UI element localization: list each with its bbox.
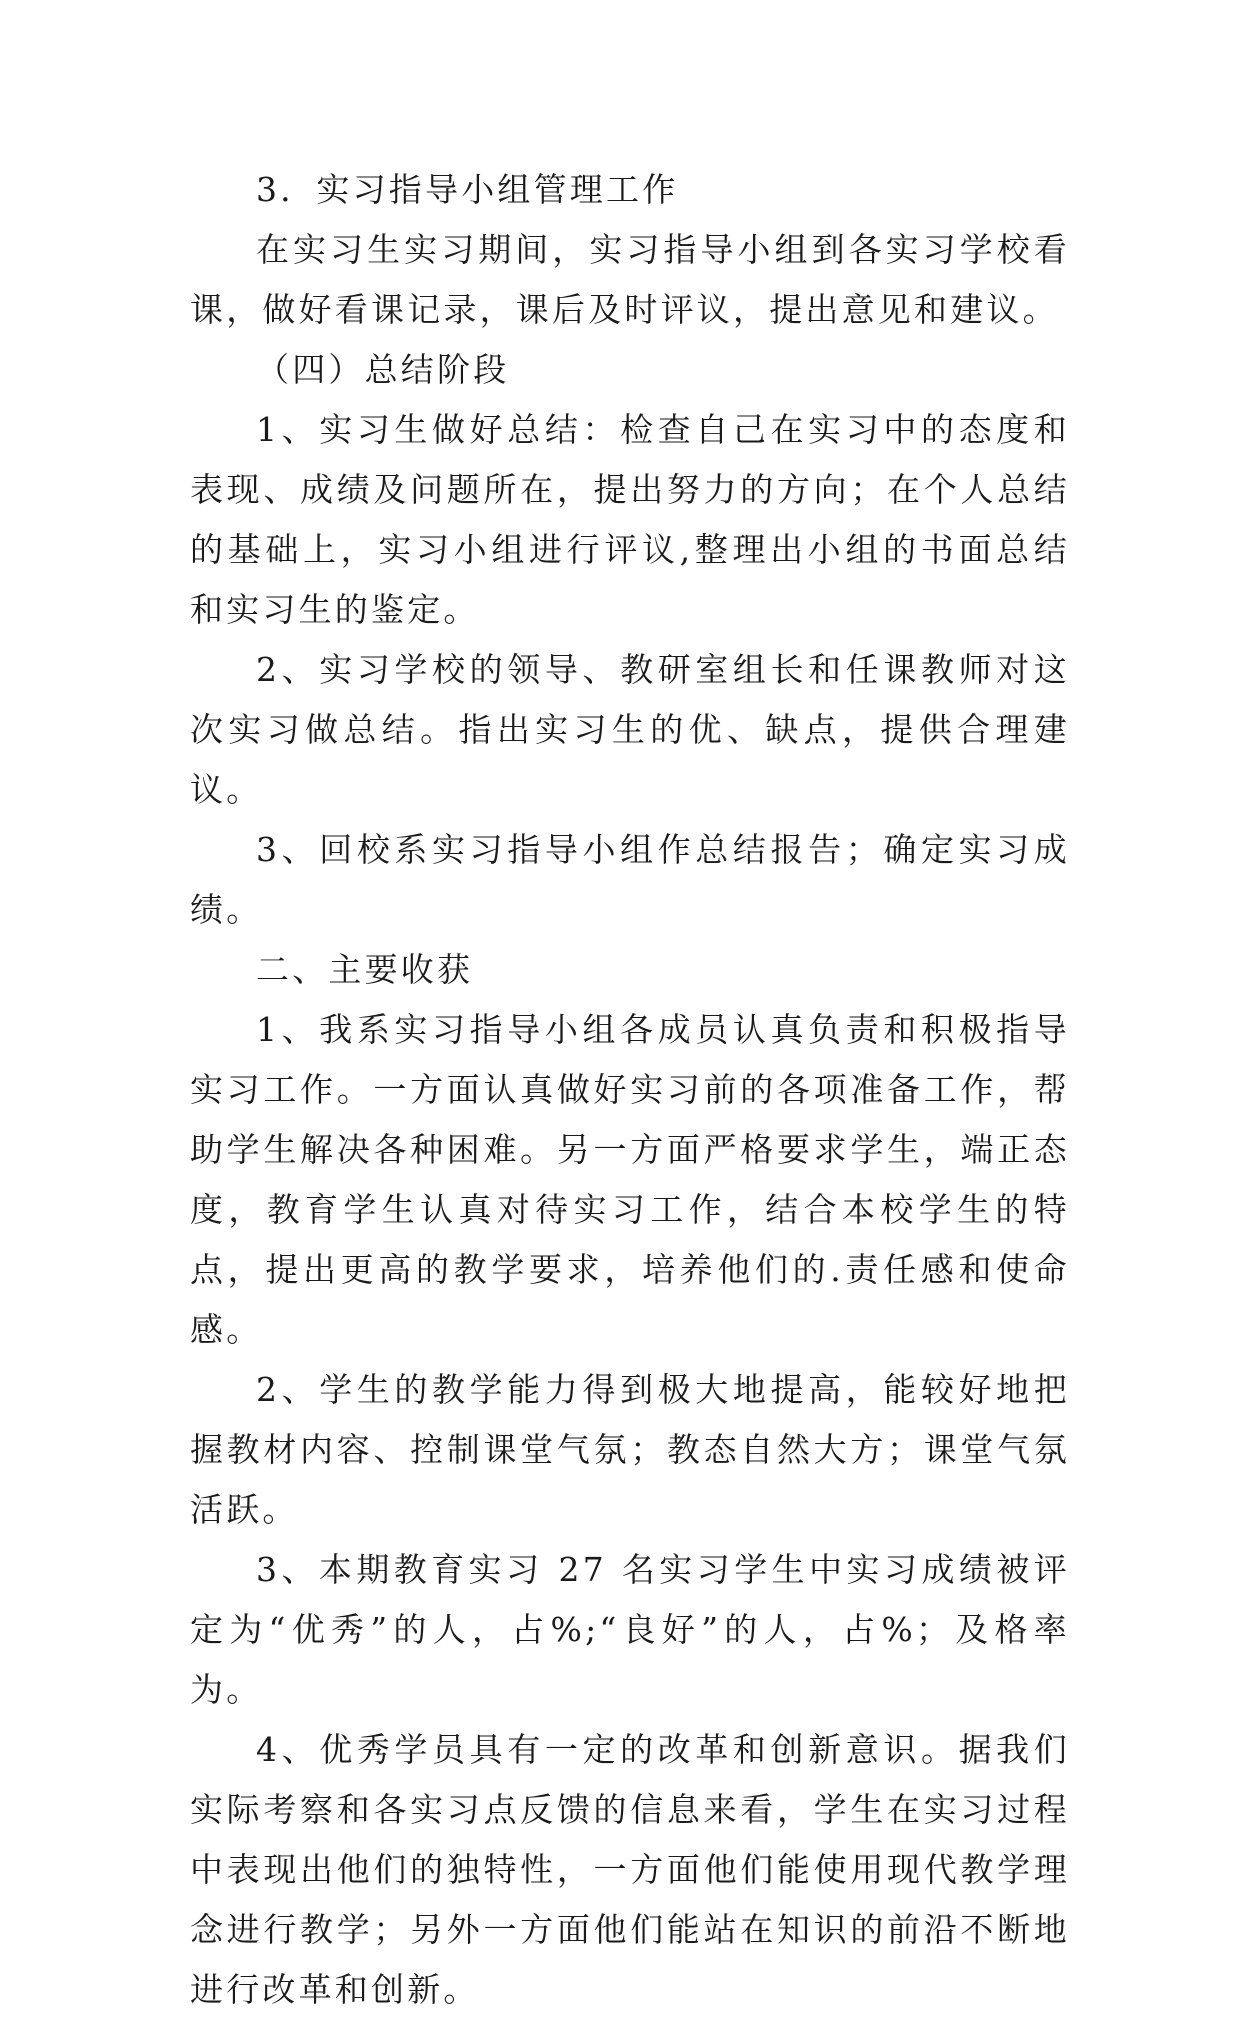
paragraph-gain-4: 4、优秀学员具有一定的改革和创新意识。据我们实际考察和各实习点反馈的信息来看，学生在实习过程中表现出他们的独特性，一方面他们能使用现代教学理念进行教学；另外一方面他们能站在知识的前沿不断地进行改革和创新。	[190, 1730, 1070, 2009]
paragraph-gain-3: 3、本期教育实习 27 名实习学生中实习成绩被评定为“优秀”的人，占%;“良好”的人，占%；及格率为。	[190, 1550, 1070, 1709]
paragraph-summary-1: 1、实习生做好总结：检查自己在实习中的态度和表现、成绩及问题所在，提出努力的方向；在个人总结的基础上，实习小组进行评议,整理出小组的书面总结和实习生的鉴定。	[190, 410, 1070, 629]
paragraph-gain-1: 1、我系实习指导小组各成员认真负责和积极指导实习工作。一方面认真做好实习前的各项准备工作，帮助学生解决各种困难。另一方面严格要求学生，端正态度，教育学生认真对待实习工作，结合本校学生的特点，提出更高的教学要求，培养他们的.责任感和使命感。	[190, 1010, 1070, 1349]
paragraph-summary-3: 3、回校系实习指导小组作总结报告；确定实习成绩。	[190, 830, 1070, 929]
paragraph-observation: 在实习生实习期间，实习指导小组到各实习学校看课，做好看课记录，课后及时评议，提出意见和建议。	[190, 230, 1070, 329]
section-heading-main-gains: 二、主要收获	[256, 950, 474, 989]
subheading-summary-stage: （四）总结阶段	[256, 350, 510, 389]
document-body	[190, 160, 1070, 2020]
paragraph-gain-2: 2、学生的教学能力得到极大地提高，能较好地把握教材内容、控制课堂气氛；教态自然大方；课堂气氛活跃。	[190, 1370, 1070, 1529]
subheading-guidance-group-management: 3．实习指导小组管理工作	[256, 170, 679, 209]
paragraph-summary-2: 2、实习学校的领导、教研室组长和任课教师对这次实习做总结。指出实习生的优、缺点，提供合理建议。	[190, 650, 1070, 809]
